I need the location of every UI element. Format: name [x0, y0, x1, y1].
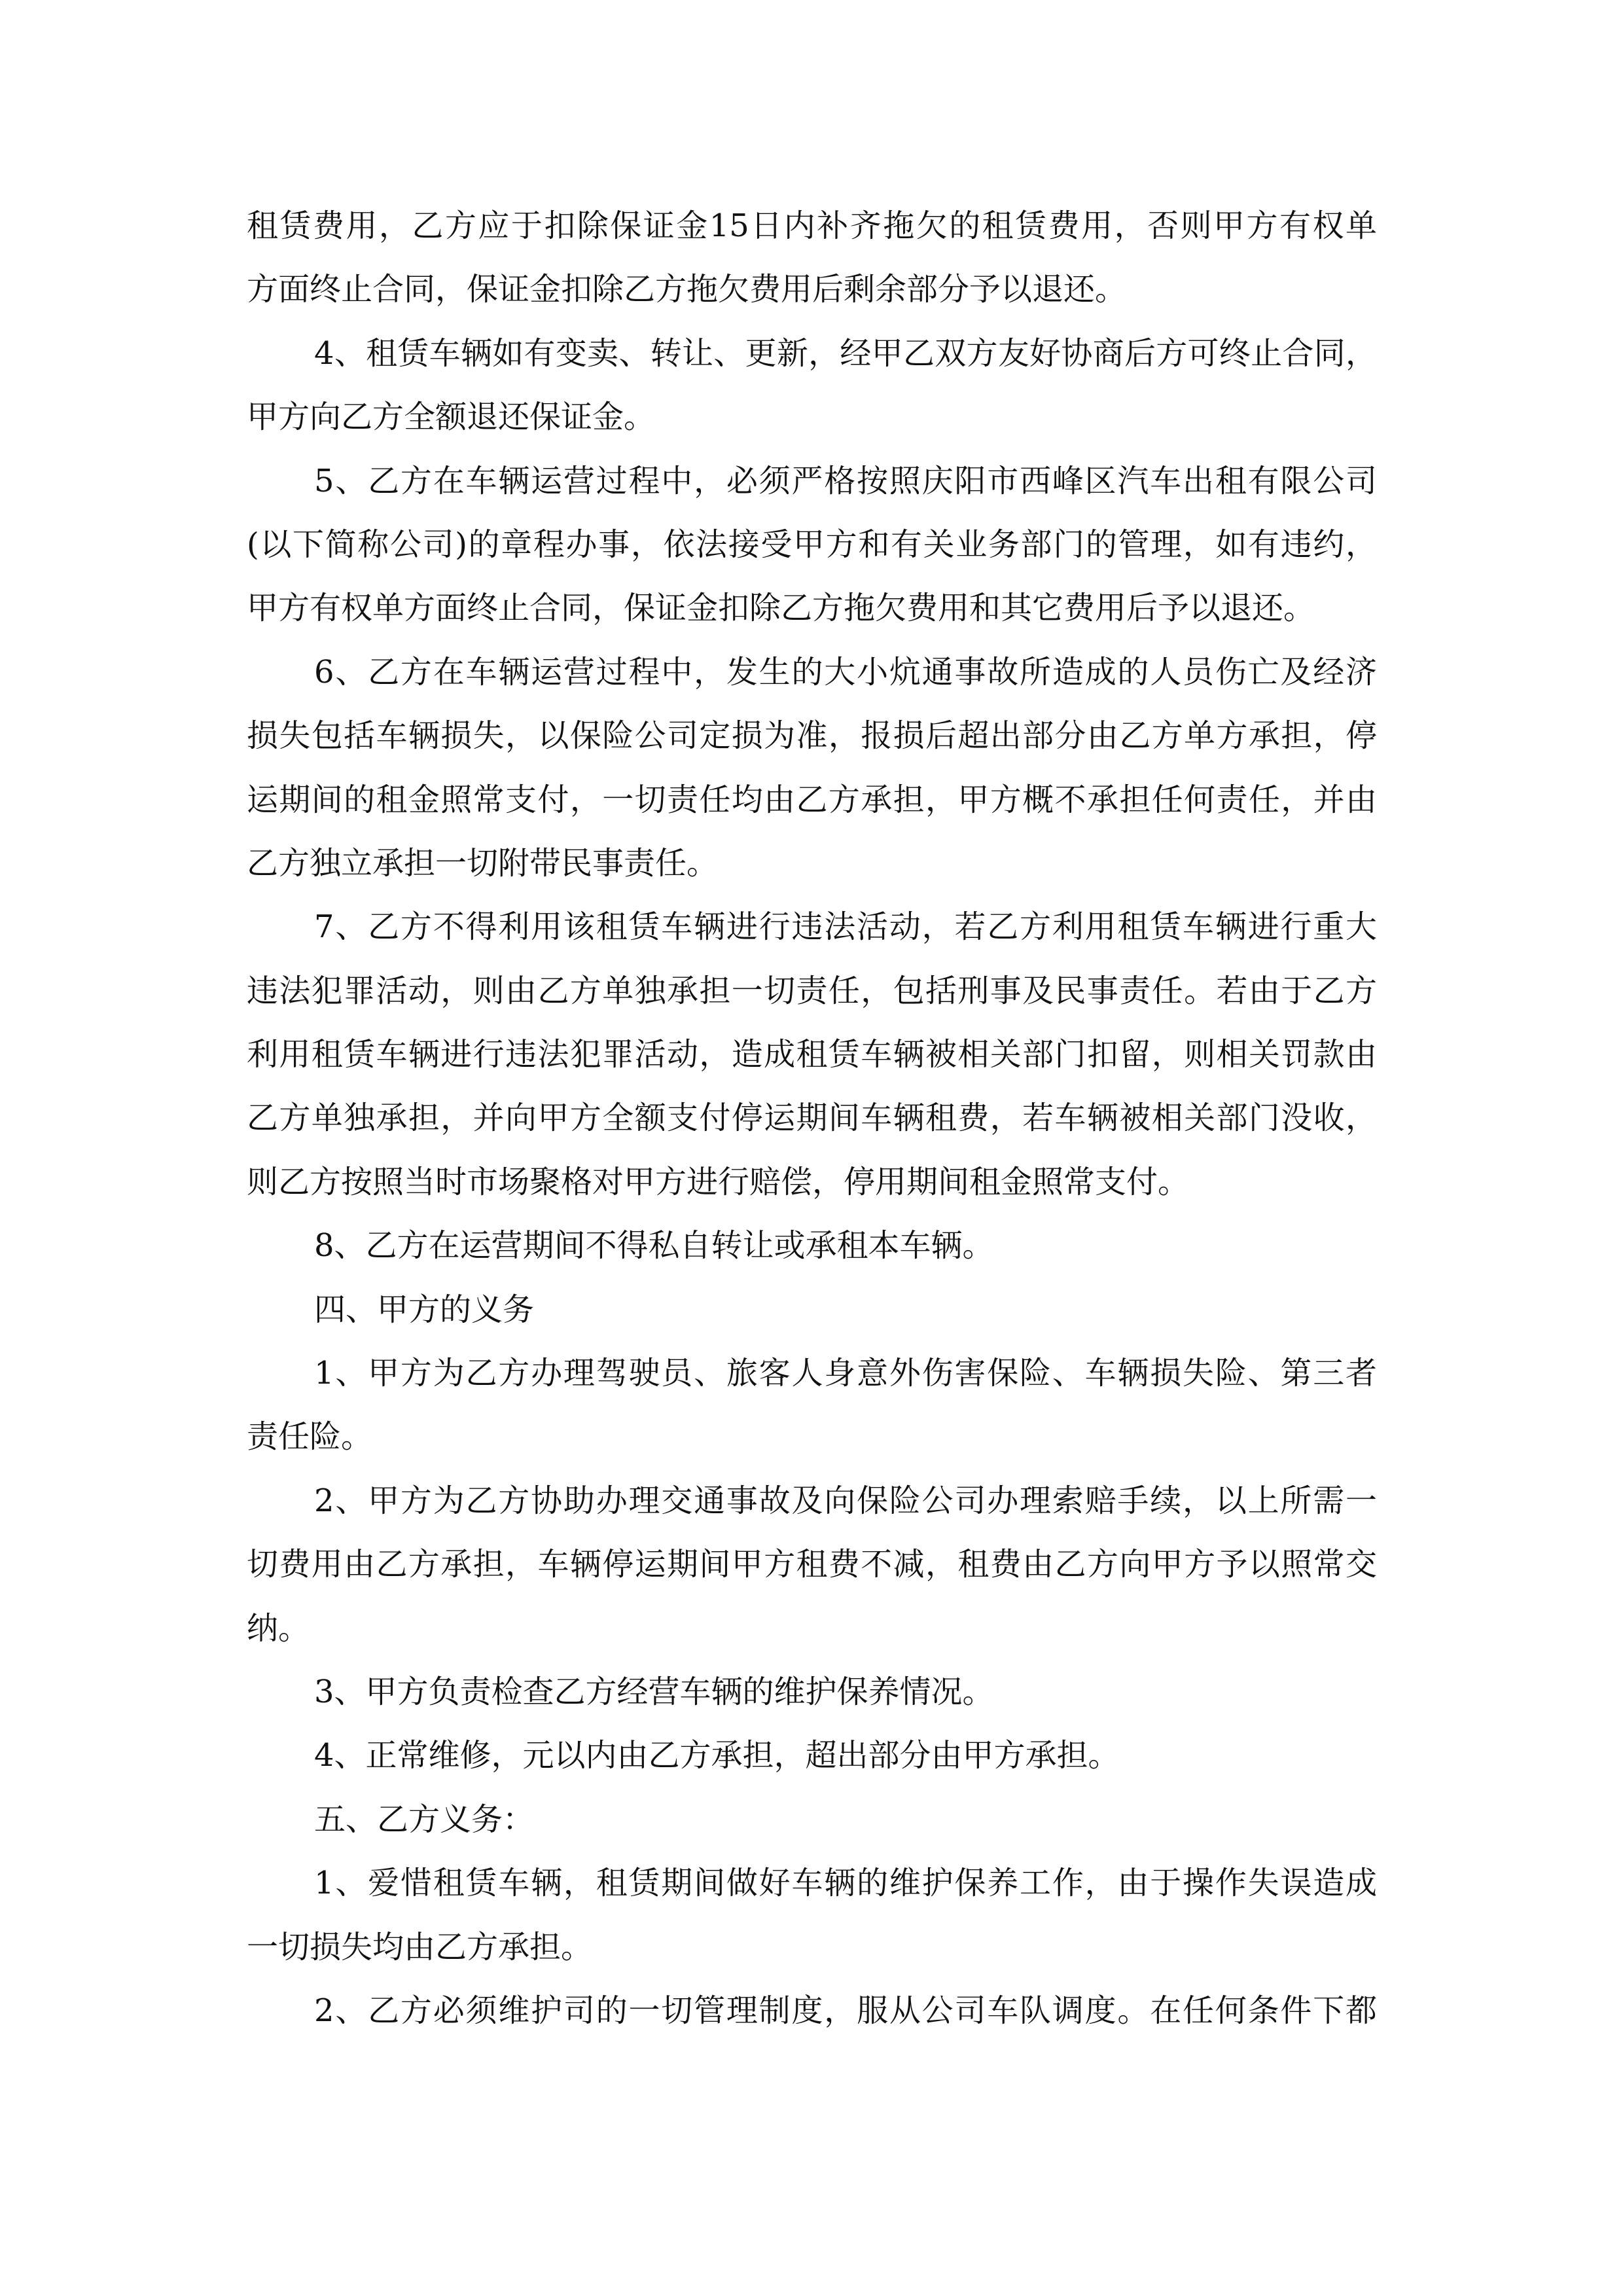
paragraph-b-clause-2 — [247, 1979, 1377, 2043]
text-line: 利用租赁车辆进行违法犯罪活动，造成租赁车辆被相关部门扣留，则相关罚款由 — [247, 1036, 1377, 1073]
text-line: 损失包括车辆损失，以保险公司定损为准，报损后超出部分由乙方单方承担，停 — [247, 717, 1377, 755]
text-line: 违法犯罪活动，则由乙方单独承担一切责任，包括刑事及民事责任。若由于乙方 — [247, 972, 1377, 1009]
text-line: 租赁费用，乙方应于扣除保证金15日内补齐拖欠的租赁费用，否则甲方有权单 — [247, 207, 1377, 244]
text-line: 运期间的租金照常支付，一切责任均由乙方承担，甲方概不承担任何责任，并由 — [247, 781, 1377, 818]
section-heading: 五、乙方义务： — [314, 1801, 535, 1838]
text-line: 5、乙方在车辆运营过程中，必须严格按照庆阳市西峰区汽车出租有限公司 — [314, 462, 1377, 499]
paragraph-clause-7 — [247, 895, 1377, 1214]
text-line: 甲方向乙方全额退还保证金。 — [247, 399, 656, 436]
paragraph-a-clause-3 — [247, 1660, 1377, 1724]
text-line: 乙方单独承担，并向甲方全额支付停运期间车辆租费，若车辆被相关部门没收， — [247, 1100, 1377, 1137]
text-line: 则乙方按照当时市场聚格对甲方进行赔偿，停用期间租金照常支付。 — [247, 1163, 1190, 1200]
text-line: 一切损失均由乙方承担。 — [247, 1928, 593, 1965]
paragraph-clause-4 — [247, 322, 1377, 450]
section-heading: 四、甲方的义务 — [314, 1291, 535, 1328]
text-line: 4、正常维修，元以内由乙方承担，超出部分由甲方承担。 — [314, 1737, 1120, 1774]
text-line: 1、甲方为乙方办理驾驶员、旅客人身意外伤害保险、车辆损失险、第三者 — [314, 1355, 1377, 1392]
text-line: 1、爱惜租赁车辆，租赁期间做好车辆的维护保养工作，由于操作失误造成 — [314, 1865, 1377, 1902]
text-line: (以下简称公司)的章程办事，依法接受甲方和有关业务部门的管理，如有违约， — [247, 526, 1377, 563]
text-line: 4、租赁车辆如有变卖、转让、更新，经甲乙双方友好协商后方可终止合同， — [314, 334, 1377, 372]
paragraph-clause-6 — [247, 641, 1377, 896]
paragraph-a-clause-2 — [247, 1469, 1377, 1660]
paragraph-deposit-continuation — [247, 194, 1377, 322]
text-line: 2、甲方为乙方协助办理交通事故及向保险公司办理索赔手续，以上所需一 — [314, 1482, 1377, 1519]
text-line: 8、乙方在运营期间不得私自转让或承租本车辆。 — [314, 1227, 994, 1265]
paragraph-a-clause-1 — [247, 1342, 1377, 1469]
paragraph-a-clause-4 — [247, 1724, 1377, 1787]
paragraph-b-clause-1 — [247, 1852, 1377, 1979]
text-line: 甲方有权单方面终止合同，保证金扣除乙方拖欠费用和其它费用后予以退还。 — [247, 590, 1315, 627]
text-line: 方面终止合同，保证金扣除乙方拖欠费用后剩余部分予以退还。 — [247, 271, 1127, 308]
text-line: 2、乙方必须维护司的一切管理制度，服从公司车队调度。在任何条件下都 — [314, 1992, 1377, 2029]
section-heading-party-a-obligations — [247, 1278, 1377, 1342]
text-line: 切费用由乙方承担，车辆停运期间甲方租费不减，租费由乙方向甲方予以照常交 — [247, 1546, 1377, 1583]
text-line: 纳。 — [247, 1609, 310, 1647]
document-page — [247, 194, 1377, 2043]
text-line: 7、乙方不得利用该租赁车辆进行违法活动，若乙方利用租赁车辆进行重大 — [314, 908, 1377, 946]
section-heading-party-b-obligations — [247, 1788, 1377, 1852]
paragraph-clause-8 — [247, 1214, 1377, 1278]
text-line: 责任险。 — [247, 1418, 373, 1456]
text-line: 3、甲方负责检查乙方经营车辆的维护保养情况。 — [314, 1673, 994, 1710]
paragraph-clause-5 — [247, 450, 1377, 641]
text-line: 乙方独立承担一切附带民事责任。 — [247, 844, 719, 882]
text-line: 6、乙方在车辆运营过程中，发生的大小炕通事故所造成的人员伤亡及经济 — [314, 653, 1377, 691]
